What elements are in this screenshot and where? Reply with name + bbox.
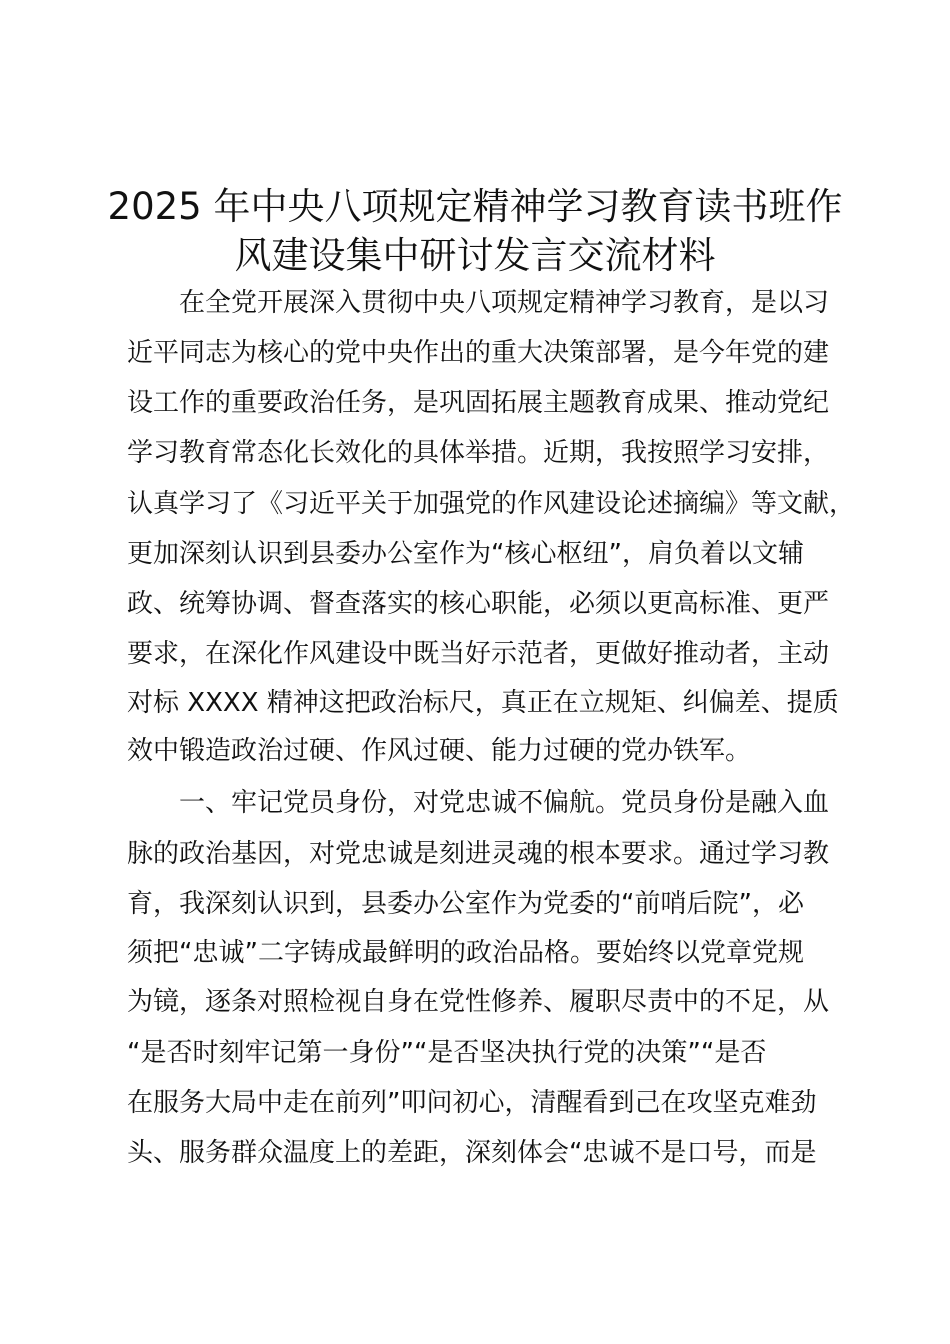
paragraph-1-line-7: 政、统筹协调、督查落实的核心职能，必须以更高标准、更严 (127, 589, 830, 619)
paragraph-2-line-2: 脉的政治基因，对党忠诚是刻进灵魂的根本要求。通过学习教 (127, 839, 830, 869)
paragraph-2-line-1: 一、牢记党员身份，对党忠诚不偏航。党员身份是融入血 (179, 788, 830, 818)
paragraph-2-line-3: 育，我深刻认识到，县委办公室作为党委的“前哨后院”，必 (127, 889, 804, 919)
paragraph-1-line-3: 设工作的重要政治任务，是巩固拓展主题教育成果、推动党纪 (127, 388, 830, 418)
paragraph-1-line-4: 学习教育常态化长效化的具体举措。近期，我按照学习安排， (127, 438, 830, 468)
paragraph-1-line-10: 效中锻造政治过硬、作风过硬、能力过硬的党办铁军。 (127, 736, 752, 766)
paragraph-1-line-9: 对标 XXXX 精神这把政治标尺，真正在立规矩、纠偏差、提质 (127, 688, 839, 718)
paragraph-2-line-5: 为镜，逐条对照检视自身在党性修养、履职尽责中的不足，从 (127, 987, 830, 1017)
document-title-line-2: 风建设集中研讨发言交流材料 (234, 234, 716, 277)
paragraph-2-line-7: 在服务大局中走在前列”叩问初心，清醒看到己在攻坚克难劲 (127, 1088, 817, 1118)
paragraph-2-line-8: 头、服务群众温度上的差距，深刻体会“忠诚不是口号，而是 (127, 1138, 817, 1168)
paragraph-2-line-4: 须把“忠诚”二字铸成最鲜明的政治品格。要始终以党章党规 (127, 938, 804, 968)
paragraph-1-line-1: 在全党开展深入贯彻中央八项规定精神学习教育，是以习 (179, 288, 830, 318)
paragraph-1-line-2: 近平同志为核心的党中央作出的重大决策部署，是今年党的建 (127, 338, 830, 368)
paragraph-1-line-6: 更加深刻认识到县委办公室作为“核心枢纽”，肩负着以文辅 (127, 539, 804, 569)
document-title-line-1: 2025 年中央八项规定精神学习教育读书班作 (107, 185, 843, 228)
paragraph-2-line-6: “是否时刻牢记第一身份”“是否坚决执行党的决策”“是否 (127, 1038, 767, 1068)
paragraph-1-line-5: 认真学习了《习近平关于加强党的作风建设论述摘编》等文献， (127, 489, 856, 519)
paragraph-1-line-8: 要求，在深化作风建设中既当好示范者，更做好推动者，主动 (127, 639, 830, 669)
